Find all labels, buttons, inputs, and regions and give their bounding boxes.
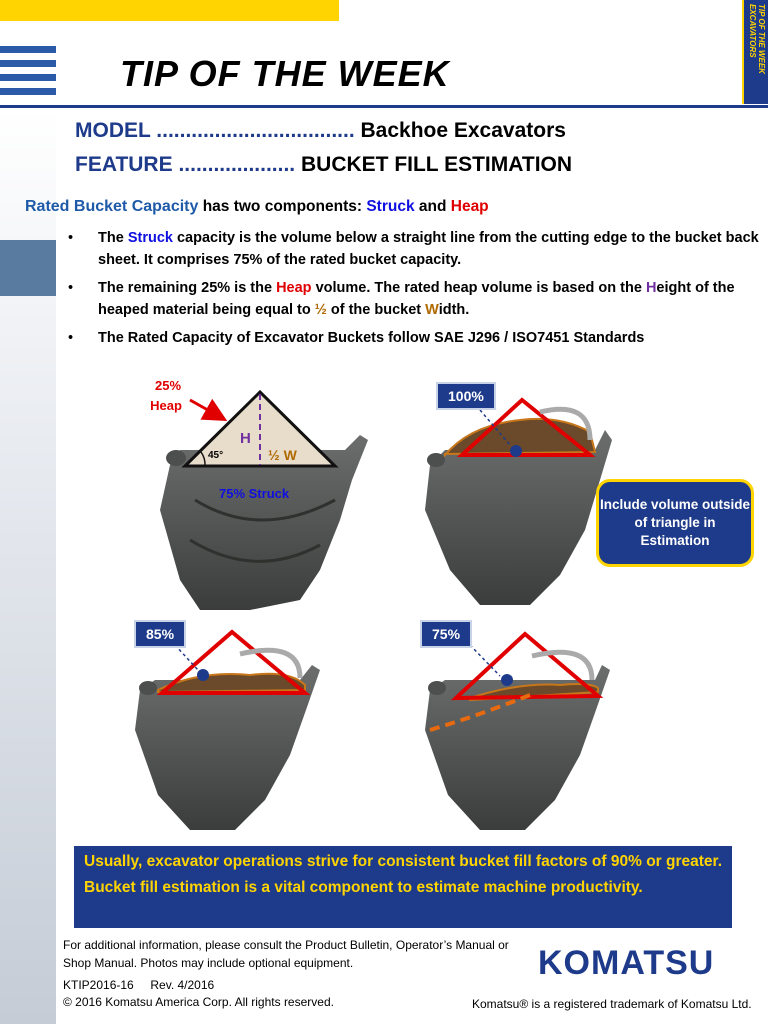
trademark-note: Komatsu® is a registered trademark of Komatsu Ltd. — [472, 997, 752, 1011]
left-accent-block — [0, 240, 56, 296]
bullet-w-letter: W — [425, 302, 439, 318]
bullet-text: eight of the heaped material being equal to — [98, 280, 735, 318]
header-stripe — [0, 74, 56, 81]
model-label: MODEL .................................. — [75, 119, 355, 142]
bullet-text: The Rated Capacity of Excavator Buckets follow SAE J296 / ISO7451 Standards — [98, 330, 645, 346]
bullet-marker: • — [68, 280, 74, 296]
top-yellow-bar — [0, 0, 339, 21]
doc-id: KTIP2016-16 Rev. 4/2016 — [63, 978, 215, 992]
bucket-pivot — [139, 681, 157, 695]
intro-lead: Rated Bucket Capacity — [25, 198, 199, 215]
page-title: TIP OF THE WEEK — [120, 53, 450, 94]
footer-ids — [63, 977, 334, 1011]
bullet-marker: • — [68, 330, 74, 346]
footer-note: For additional information, please consult the Product Bulletin, Operator’s Manual or Shop Manual. Photos may include optional equipment. — [63, 938, 509, 970]
header-stripe — [0, 46, 56, 53]
side-badge: TIP OF THE WEEK EXCAVATORS — [742, 0, 768, 104]
bucket-75 — [425, 634, 610, 830]
bullet-list — [68, 227, 763, 355]
model-value: Backhoe Excavators — [360, 119, 566, 142]
intro-struck: Struck — [366, 198, 415, 215]
callout-text: Include volume outside of triangle in Estimation — [599, 497, 751, 548]
centroid-dot — [510, 445, 522, 457]
bucket-pivot — [427, 453, 445, 467]
bullet-struck — [68, 227, 763, 271]
intro-line — [25, 198, 489, 216]
bullet-heap-word: Heap — [276, 280, 312, 296]
bullet-half: ½ — [314, 302, 327, 318]
summary-line-1: Usually, excavator operations strive for consistent bucket fill factors of 90% or greater. — [84, 853, 723, 870]
header-stripe — [0, 60, 56, 67]
intro-heap: Heap — [450, 198, 489, 215]
feature-value: BUCKET FILL ESTIMATION — [300, 153, 573, 176]
bullet-h-letter: H — [645, 280, 657, 296]
summary-line-2: Bucket fill estimation is a vital component to estimate machine productivity. — [84, 879, 643, 896]
model-line — [75, 119, 566, 143]
bullet-text: idth. — [438, 302, 470, 318]
header-stripe — [0, 88, 56, 95]
bucket-85 — [135, 632, 320, 830]
copyright: © 2016 Komatsu America Corp. All rights reserved. — [63, 995, 334, 1009]
feature-label: FEATURE .................... — [75, 153, 296, 176]
fill-label-75: 75% — [420, 620, 472, 648]
heap-pointer-arrow — [190, 400, 222, 418]
summary-box — [74, 846, 732, 928]
bucket-100 — [425, 400, 612, 605]
heap-pct-label: 25% — [154, 378, 182, 393]
bullet-text: The remaining 25% is the — [98, 280, 277, 296]
feature-line — [75, 153, 572, 177]
intro-and: and — [414, 198, 451, 215]
bucket-diagram — [150, 378, 368, 610]
h-label: H — [240, 430, 251, 447]
title-divider — [0, 105, 768, 108]
bucket-pivot — [428, 681, 446, 695]
komatsu-logo: KOMATSU — [538, 944, 715, 982]
bullet-standards — [68, 327, 763, 349]
bullet-marker: • — [68, 230, 74, 246]
intro-middle: has two components: — [198, 198, 367, 215]
estimation-callout — [596, 479, 754, 567]
bullet-struck-word: Struck — [127, 230, 173, 246]
heap-word-label: Heap — [150, 398, 182, 413]
bullet-text: volume. The rated heap volume is based on the — [311, 280, 646, 296]
bullet-text: of the bucket — [326, 302, 426, 318]
bucket-illustrations — [0, 370, 768, 840]
struck-label: 75% Struck — [219, 486, 290, 501]
angle-label: 45° — [208, 450, 224, 461]
half-w-label: ½ W — [268, 447, 297, 463]
bullet-text: The — [98, 230, 128, 246]
centroid-dot — [501, 674, 513, 686]
bullet-text: capacity is the volume below a straight line from the cutting edge to the bucket back sheet. It comprises 75% of the rated bucket capacity. — [98, 230, 759, 268]
bucket-pivot — [166, 450, 186, 466]
fill-label-100: 100% — [436, 382, 496, 410]
fill-label-85: 85% — [134, 620, 186, 648]
bullet-heap — [68, 277, 763, 321]
centroid-dot — [197, 669, 209, 681]
